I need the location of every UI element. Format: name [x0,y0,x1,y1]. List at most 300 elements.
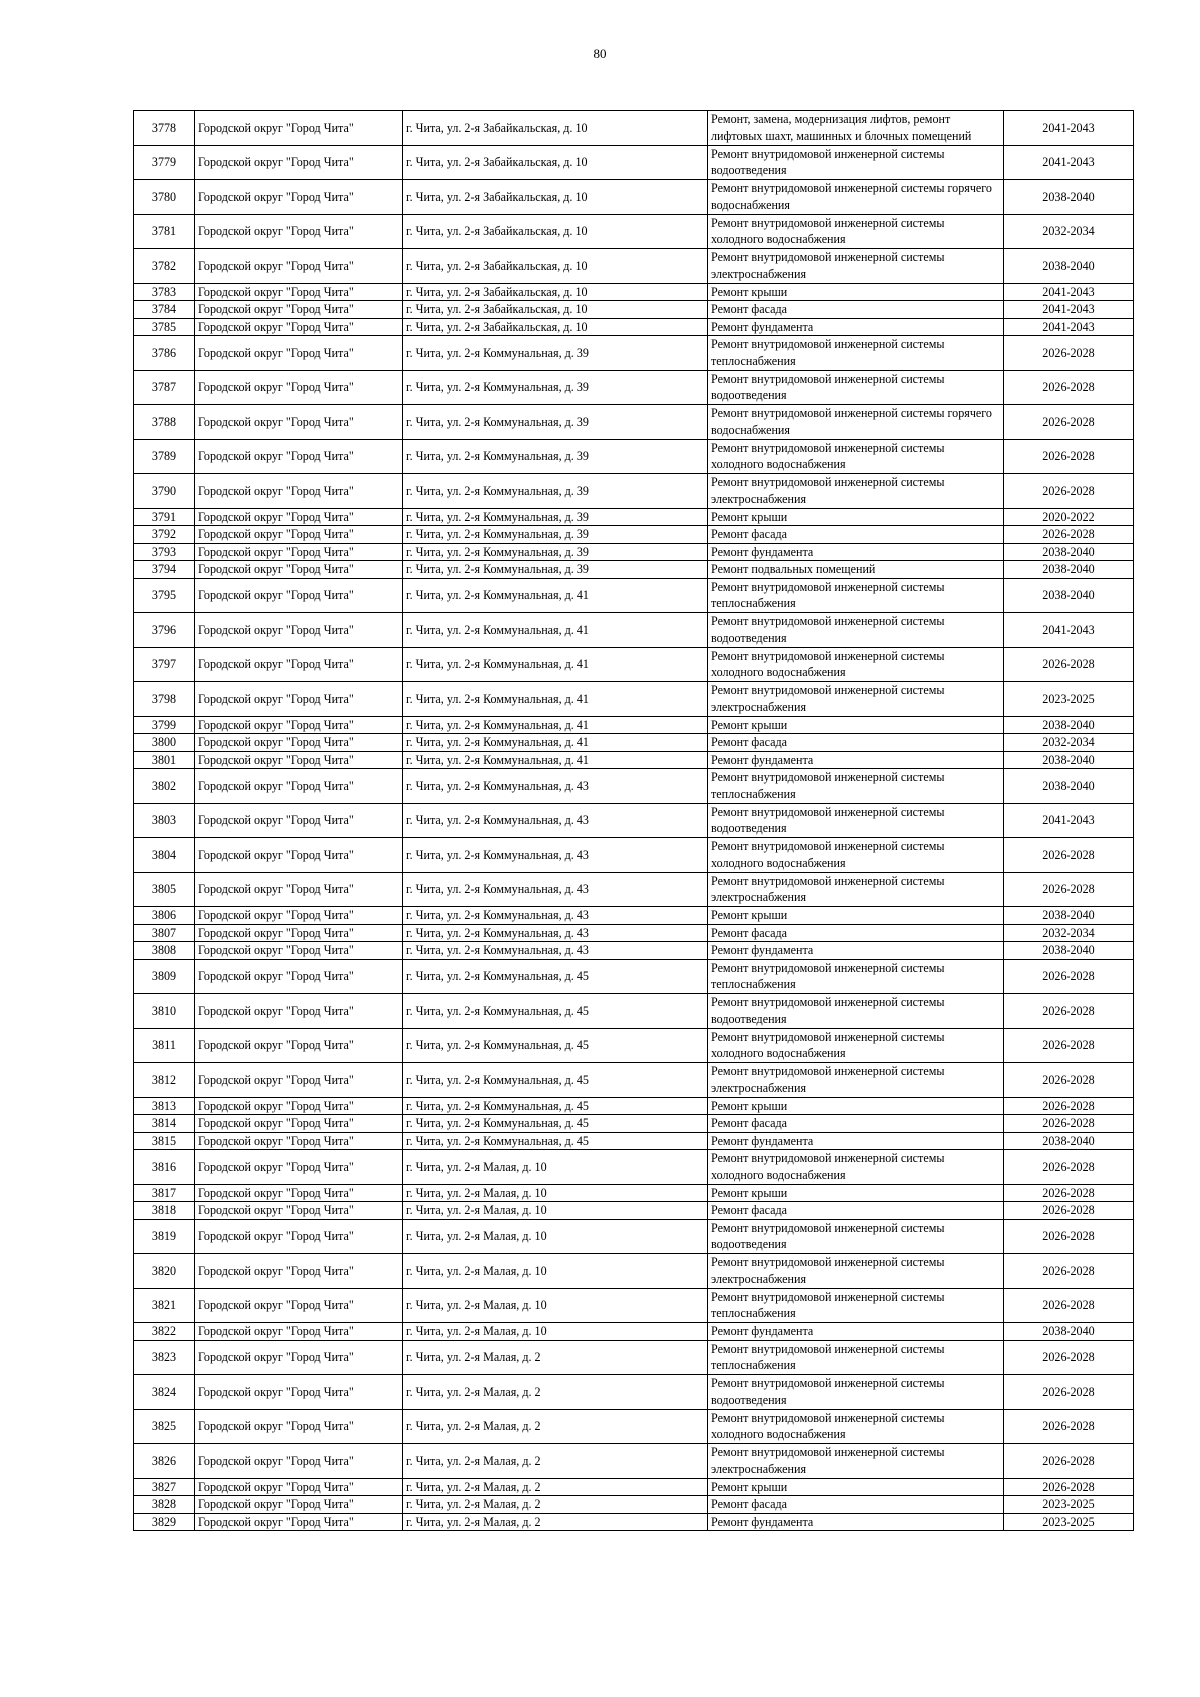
row-number-cell: 3803 [134,803,195,838]
table-row [134,734,1134,752]
address-cell: г. Чита, ул. 2-я Забайкальская, д. 10 [403,214,708,249]
table-row [134,716,1134,734]
work-type-cell: Ремонт фундамента [708,1513,1004,1531]
period-cell: 2038-2040 [1004,543,1134,561]
municipality-cell: Городской округ "Город Чита" [195,838,403,873]
period-cell: 2041-2043 [1004,803,1134,838]
row-number-cell: 3779 [134,145,195,180]
period-cell: 2038-2040 [1004,180,1134,215]
row-number-cell: 3788 [134,405,195,440]
work-type-cell: Ремонт фасада [708,1115,1004,1133]
address-cell: г. Чита, ул. 2-я Коммунальная, д. 39 [403,561,708,579]
table-row [134,1513,1134,1531]
work-type-cell: Ремонт внутридомовой инженерной системы водоотведения [708,370,1004,405]
municipality-cell: Городской округ "Город Чита" [195,1375,403,1410]
table-row [134,1409,1134,1444]
work-type-cell: Ремонт фундамента [708,1323,1004,1341]
municipality-cell: Городской округ "Город Чита" [195,907,403,925]
period-cell: 2041-2043 [1004,111,1134,146]
table-row [134,336,1134,371]
period-cell: 2026-2028 [1004,838,1134,873]
work-type-cell: Ремонт внутридомовой инженерной системы электроснабжения [708,1063,1004,1098]
row-number-cell: 3826 [134,1444,195,1479]
municipality-cell: Городской округ "Город Чита" [195,959,403,994]
period-cell: 2038-2040 [1004,1323,1134,1341]
work-type-cell: Ремонт внутридомовой инженерной системы водоотведения [708,1375,1004,1410]
work-type-cell: Ремонт крыши [708,1097,1004,1115]
table-row [134,1288,1134,1323]
work-type-cell: Ремонт фундамента [708,942,1004,960]
municipality-cell: Городской округ "Город Чита" [195,180,403,215]
address-cell: г. Чита, ул. 2-я Коммунальная, д. 45 [403,1063,708,1098]
address-cell: г. Чита, ул. 2-я Коммунальная, д. 41 [403,682,708,717]
period-cell: 2026-2028 [1004,1254,1134,1289]
table-row [134,318,1134,336]
row-number-cell: 3801 [134,751,195,769]
table-row [134,249,1134,284]
table-row [134,1202,1134,1220]
period-cell: 2041-2043 [1004,613,1134,648]
municipality-cell: Городской округ "Город Чита" [195,647,403,682]
row-number-cell: 3828 [134,1496,195,1514]
table-row [134,1375,1134,1410]
table-row [134,543,1134,561]
work-type-cell: Ремонт внутридомовой инженерной системы водоотведения [708,613,1004,648]
work-type-cell: Ремонт внутридомовой инженерной системы водоотведения [708,994,1004,1029]
period-cell: 2026-2028 [1004,1409,1134,1444]
work-type-cell: Ремонт фасада [708,1202,1004,1220]
period-cell: 2026-2028 [1004,1115,1134,1133]
row-number-cell: 3821 [134,1288,195,1323]
municipality-cell: Городской округ "Город Чита" [195,1150,403,1185]
table-row [134,1115,1134,1133]
address-cell: г. Чита, ул. 2-я Малая, д. 10 [403,1254,708,1289]
table-row [134,1254,1134,1289]
address-cell: г. Чита, ул. 2-я Коммунальная, д. 45 [403,959,708,994]
address-cell: г. Чита, ул. 2-я Малая, д. 2 [403,1375,708,1410]
address-cell: г. Чита, ул. 2-я Коммунальная, д. 43 [403,838,708,873]
work-type-cell: Ремонт, замена, модернизация лифтов, ремонт лифтовых шахт, машинных и блочных помещений [708,111,1004,146]
municipality-cell: Городской округ "Город Чита" [195,283,403,301]
work-type-cell: Ремонт крыши [708,716,1004,734]
work-type-cell: Ремонт внутридомовой инженерной системы горячего водоснабжения [708,180,1004,215]
row-number-cell: 3813 [134,1097,195,1115]
table-row [134,578,1134,613]
work-type-cell: Ремонт внутридомовой инженерной системы холодного водоснабжения [708,838,1004,873]
municipality-cell: Городской округ "Город Чита" [195,405,403,440]
row-number-cell: 3815 [134,1132,195,1150]
row-number-cell: 3818 [134,1202,195,1220]
address-cell: г. Чита, ул. 2-я Коммунальная, д. 41 [403,734,708,752]
work-type-cell: Ремонт внутридомовой инженерной системы теплоснабжения [708,336,1004,371]
period-cell: 2032-2034 [1004,734,1134,752]
row-number-cell: 3814 [134,1115,195,1133]
row-number-cell: 3780 [134,180,195,215]
row-number-cell: 3817 [134,1184,195,1202]
address-cell: г. Чита, ул. 2-я Малая, д. 10 [403,1219,708,1254]
municipality-cell: Городской округ "Город Чита" [195,1444,403,1479]
address-cell: г. Чита, ул. 2-я Малая, д. 2 [403,1478,708,1496]
period-cell: 2038-2040 [1004,561,1134,579]
row-number-cell: 3782 [134,249,195,284]
address-cell: г. Чита, ул. 2-я Малая, д. 10 [403,1150,708,1185]
period-cell: 2026-2028 [1004,1444,1134,1479]
municipality-cell: Городской округ "Город Чита" [195,1513,403,1531]
work-type-cell: Ремонт внутридомовой инженерной системы электроснабжения [708,682,1004,717]
row-number-cell: 3816 [134,1150,195,1185]
row-number-cell: 3806 [134,907,195,925]
address-cell: г. Чита, ул. 2-я Коммунальная, д. 39 [403,439,708,474]
table-row [134,561,1134,579]
period-cell: 2026-2028 [1004,1288,1134,1323]
municipality-cell: Городской округ "Город Чита" [195,526,403,544]
address-cell: г. Чита, ул. 2-я Забайкальская, д. 10 [403,180,708,215]
work-type-cell: Ремонт внутридомовой инженерной системы горячего водоснабжения [708,405,1004,440]
municipality-cell: Городской округ "Город Чита" [195,1202,403,1220]
municipality-cell: Городской округ "Город Чита" [195,249,403,284]
municipality-cell: Городской округ "Город Чита" [195,214,403,249]
period-cell: 2026-2028 [1004,1375,1134,1410]
row-number-cell: 3809 [134,959,195,994]
page-number: 80 [593,46,607,61]
row-number-cell: 3783 [134,283,195,301]
table-row [134,405,1134,440]
row-number-cell: 3799 [134,716,195,734]
table-row [134,613,1134,648]
table-row [134,370,1134,405]
work-type-cell: Ремонт внутридомовой инженерной системы электроснабжения [708,872,1004,907]
period-cell: 2026-2028 [1004,1097,1134,1115]
work-type-cell: Ремонт фасада [708,734,1004,752]
municipality-cell: Городской округ "Город Чита" [195,1288,403,1323]
row-number-cell: 3789 [134,439,195,474]
table-row [134,682,1134,717]
work-type-cell: Ремонт фасада [708,1496,1004,1514]
period-cell: 2038-2040 [1004,769,1134,804]
period-cell: 2026-2028 [1004,1478,1134,1496]
work-type-cell: Ремонт крыши [708,1478,1004,1496]
table-row [134,1219,1134,1254]
row-number-cell: 3792 [134,526,195,544]
period-cell: 2041-2043 [1004,318,1134,336]
work-type-cell: Ремонт крыши [708,283,1004,301]
row-number-cell: 3820 [134,1254,195,1289]
municipality-cell: Городской округ "Город Чита" [195,994,403,1029]
address-cell: г. Чита, ул. 2-я Забайкальская, д. 10 [403,145,708,180]
row-number-cell: 3823 [134,1340,195,1375]
table-row [134,1444,1134,1479]
municipality-cell: Городской округ "Город Чита" [195,543,403,561]
address-cell: г. Чита, ул. 2-я Коммунальная, д. 43 [403,907,708,925]
table-row [134,959,1134,994]
work-type-cell: Ремонт фасада [708,924,1004,942]
address-cell: г. Чита, ул. 2-я Коммунальная, д. 45 [403,994,708,1029]
table-row [134,1097,1134,1115]
table-row [134,907,1134,925]
municipality-cell: Городской округ "Город Чита" [195,872,403,907]
row-number-cell: 3791 [134,508,195,526]
row-number-cell: 3805 [134,872,195,907]
period-cell: 2026-2028 [1004,1150,1134,1185]
municipality-cell: Городской округ "Город Чита" [195,1478,403,1496]
period-cell: 2026-2028 [1004,959,1134,994]
row-number-cell: 3811 [134,1028,195,1063]
period-cell: 2038-2040 [1004,1132,1134,1150]
address-cell: г. Чита, ул. 2-я Забайкальская, д. 10 [403,318,708,336]
table-row [134,942,1134,960]
work-type-cell: Ремонт фундамента [708,1132,1004,1150]
work-type-cell: Ремонт фундамента [708,543,1004,561]
work-type-cell: Ремонт внутридомовой инженерной системы холодного водоснабжения [708,214,1004,249]
period-cell: 2026-2028 [1004,405,1134,440]
work-type-cell: Ремонт подвальных помещений [708,561,1004,579]
period-cell: 2038-2040 [1004,751,1134,769]
municipality-cell: Городской округ "Город Чита" [195,336,403,371]
municipality-cell: Городской округ "Город Чита" [195,1097,403,1115]
table-row [134,1478,1134,1496]
municipality-cell: Городской округ "Город Чита" [195,924,403,942]
municipality-cell: Городской округ "Город Чита" [195,439,403,474]
period-cell: 2038-2040 [1004,716,1134,734]
row-number-cell: 3785 [134,318,195,336]
municipality-cell: Городской округ "Город Чита" [195,1323,403,1341]
row-number-cell: 3829 [134,1513,195,1531]
work-type-cell: Ремонт внутридомовой инженерной системы электроснабжения [708,1254,1004,1289]
period-cell: 2026-2028 [1004,1063,1134,1098]
work-type-cell: Ремонт крыши [708,1184,1004,1202]
work-type-cell: Ремонт внутридомовой инженерной системы холодного водоснабжения [708,439,1004,474]
address-cell: г. Чита, ул. 2-я Коммунальная, д. 41 [403,716,708,734]
period-cell: 2026-2028 [1004,526,1134,544]
row-number-cell: 3793 [134,543,195,561]
table-row [134,526,1134,544]
address-cell: г. Чита, ул. 2-я Коммунальная, д. 39 [403,474,708,509]
work-type-cell: Ремонт фасада [708,301,1004,319]
municipality-cell: Городской округ "Город Чита" [195,1254,403,1289]
municipality-cell: Городской округ "Город Чита" [195,578,403,613]
table-row [134,1340,1134,1375]
work-type-cell: Ремонт внутридомовой инженерной системы теплоснабжения [708,1340,1004,1375]
row-number-cell: 3795 [134,578,195,613]
address-cell: г. Чита, ул. 2-я Малая, д. 2 [403,1340,708,1375]
row-number-cell: 3784 [134,301,195,319]
work-type-cell: Ремонт внутридомовой инженерной системы водоотведения [708,803,1004,838]
table-row [134,769,1134,804]
table-row [134,214,1134,249]
table-row [134,1132,1134,1150]
municipality-cell: Городской округ "Город Чита" [195,751,403,769]
row-number-cell: 3819 [134,1219,195,1254]
municipality-cell: Городской округ "Город Чита" [195,111,403,146]
municipality-cell: Городской округ "Город Чита" [195,370,403,405]
municipality-cell: Городской округ "Город Чита" [195,769,403,804]
work-type-cell: Ремонт внутридомовой инженерной системы водоотведения [708,145,1004,180]
table-row [134,838,1134,873]
row-number-cell: 3822 [134,1323,195,1341]
municipality-cell: Городской округ "Город Чита" [195,682,403,717]
municipality-cell: Городской округ "Город Чита" [195,1063,403,1098]
municipality-cell: Городской округ "Город Чита" [195,1115,403,1133]
municipality-cell: Городской округ "Город Чита" [195,1184,403,1202]
row-number-cell: 3810 [134,994,195,1029]
address-cell: г. Чита, ул. 2-я Забайкальская, д. 10 [403,111,708,146]
work-type-cell: Ремонт крыши [708,907,1004,925]
table-row [134,283,1134,301]
period-cell: 2041-2043 [1004,283,1134,301]
table-row [134,180,1134,215]
address-cell: г. Чита, ул. 2-я Коммунальная, д. 45 [403,1115,708,1133]
table-row [134,474,1134,509]
repair-schedule-table [133,110,1134,1531]
work-type-cell: Ремонт внутридомовой инженерной системы холодного водоснабжения [708,1028,1004,1063]
municipality-cell: Городской округ "Город Чита" [195,613,403,648]
work-type-cell: Ремонт внутридомовой инженерной системы теплоснабжения [708,769,1004,804]
period-cell: 2026-2028 [1004,336,1134,371]
address-cell: г. Чита, ул. 2-я Коммунальная, д. 45 [403,1028,708,1063]
table-row [134,1063,1134,1098]
municipality-cell: Городской округ "Город Чита" [195,474,403,509]
period-cell: 2026-2028 [1004,370,1134,405]
table-row [134,1028,1134,1063]
table-row [134,872,1134,907]
address-cell: г. Чита, ул. 2-я Коммунальная, д. 41 [403,578,708,613]
period-cell: 2026-2028 [1004,1184,1134,1202]
period-cell: 2026-2028 [1004,1028,1134,1063]
work-type-cell: Ремонт внутридомовой инженерной системы теплоснабжения [708,1288,1004,1323]
row-number-cell: 3824 [134,1375,195,1410]
row-number-cell: 3790 [134,474,195,509]
municipality-cell: Городской округ "Город Чита" [195,1132,403,1150]
address-cell: г. Чита, ул. 2-я Малая, д. 2 [403,1496,708,1514]
address-cell: г. Чита, ул. 2-я Коммунальная, д. 43 [403,803,708,838]
municipality-cell: Городской округ "Город Чита" [195,561,403,579]
table-row [134,994,1134,1029]
municipality-cell: Городской округ "Город Чита" [195,1340,403,1375]
table-row [134,1184,1134,1202]
municipality-cell: Городской округ "Город Чита" [195,508,403,526]
municipality-cell: Городской округ "Город Чита" [195,803,403,838]
row-number-cell: 3798 [134,682,195,717]
work-type-cell: Ремонт внутридомовой инженерной системы электроснабжения [708,249,1004,284]
work-type-cell: Ремонт фундамента [708,751,1004,769]
period-cell: 2026-2028 [1004,647,1134,682]
address-cell: г. Чита, ул. 2-я Забайкальская, д. 10 [403,301,708,319]
table-row [134,111,1134,146]
row-number-cell: 3807 [134,924,195,942]
address-cell: г. Чита, ул. 2-я Коммунальная, д. 45 [403,1097,708,1115]
period-cell: 2041-2043 [1004,145,1134,180]
municipality-cell: Городской округ "Город Чита" [195,301,403,319]
address-cell: г. Чита, ул. 2-я Коммунальная, д. 39 [403,543,708,561]
work-type-cell: Ремонт фасада [708,526,1004,544]
municipality-cell: Городской округ "Город Чита" [195,318,403,336]
row-number-cell: 3796 [134,613,195,648]
address-cell: г. Чита, ул. 2-я Коммунальная, д. 45 [403,1132,708,1150]
address-cell: г. Чита, ул. 2-я Коммунальная, д. 39 [403,405,708,440]
row-number-cell: 3778 [134,111,195,146]
municipality-cell: Городской округ "Город Чита" [195,145,403,180]
table-row [134,924,1134,942]
period-cell: 2026-2028 [1004,1219,1134,1254]
row-number-cell: 3800 [134,734,195,752]
row-number-cell: 3812 [134,1063,195,1098]
period-cell: 2023-2025 [1004,682,1134,717]
address-cell: г. Чита, ул. 2-я Коммунальная, д. 39 [403,370,708,405]
municipality-cell: Городской округ "Город Чита" [195,1028,403,1063]
period-cell: 2026-2028 [1004,1202,1134,1220]
municipality-cell: Городской округ "Город Чита" [195,1219,403,1254]
period-cell: 2023-2025 [1004,1496,1134,1514]
row-number-cell: 3797 [134,647,195,682]
period-cell: 2026-2028 [1004,872,1134,907]
municipality-cell: Городской округ "Город Чита" [195,1496,403,1514]
period-cell: 2041-2043 [1004,301,1134,319]
work-type-cell: Ремонт внутридомовой инженерной системы холодного водоснабжения [708,1409,1004,1444]
table-row [134,647,1134,682]
table-row [134,1150,1134,1185]
period-cell: 2026-2028 [1004,994,1134,1029]
address-cell: г. Чита, ул. 2-я Малая, д. 10 [403,1323,708,1341]
table-row [134,145,1134,180]
work-type-cell: Ремонт фундамента [708,318,1004,336]
work-type-cell: Ремонт внутридомовой инженерной системы водоотведения [708,1219,1004,1254]
period-cell: 2032-2034 [1004,924,1134,942]
address-cell: г. Чита, ул. 2-я Коммунальная, д. 41 [403,751,708,769]
municipality-cell: Городской округ "Город Чита" [195,734,403,752]
address-cell: г. Чита, ул. 2-я Коммунальная, д. 43 [403,942,708,960]
table-row [134,301,1134,319]
address-cell: г. Чита, ул. 2-я Коммунальная, д. 39 [403,336,708,371]
table-row [134,751,1134,769]
work-type-cell: Ремонт внутридомовой инженерной системы теплоснабжения [708,959,1004,994]
address-cell: г. Чита, ул. 2-я Коммунальная, д. 39 [403,508,708,526]
table-row [134,1323,1134,1341]
period-cell: 2026-2028 [1004,439,1134,474]
work-type-cell: Ремонт внутридомовой инженерной системы теплоснабжения [708,578,1004,613]
period-cell: 2023-2025 [1004,1513,1134,1531]
period-cell: 2038-2040 [1004,249,1134,284]
municipality-cell: Городской округ "Город Чита" [195,1409,403,1444]
table-row [134,1496,1134,1514]
row-number-cell: 3787 [134,370,195,405]
row-number-cell: 3781 [134,214,195,249]
address-cell: г. Чита, ул. 2-я Малая, д. 10 [403,1288,708,1323]
period-cell: 2038-2040 [1004,942,1134,960]
work-type-cell: Ремонт внутридомовой инженерной системы холодного водоснабжения [708,647,1004,682]
address-cell: г. Чита, ул. 2-я Коммунальная, д. 39 [403,526,708,544]
address-cell: г. Чита, ул. 2-я Малая, д. 10 [403,1184,708,1202]
work-type-cell: Ремонт внутридомовой инженерной системы холодного водоснабжения [708,1150,1004,1185]
address-cell: г. Чита, ул. 2-я Коммунальная, д. 41 [403,613,708,648]
period-cell: 2032-2034 [1004,214,1134,249]
address-cell: г. Чита, ул. 2-я Коммунальная, д. 41 [403,647,708,682]
work-type-cell: Ремонт внутридомовой инженерной системы электроснабжения [708,474,1004,509]
address-cell: г. Чита, ул. 2-я Малая, д. 2 [403,1513,708,1531]
address-cell: г. Чита, ул. 2-я Забайкальская, д. 10 [403,283,708,301]
row-number-cell: 3786 [134,336,195,371]
table-row [134,439,1134,474]
row-number-cell: 3804 [134,838,195,873]
address-cell: г. Чита, ул. 2-я Малая, д. 2 [403,1444,708,1479]
row-number-cell: 3825 [134,1409,195,1444]
period-cell: 2038-2040 [1004,578,1134,613]
address-cell: г. Чита, ул. 2-я Малая, д. 10 [403,1202,708,1220]
table-row [134,508,1134,526]
period-cell: 2026-2028 [1004,1340,1134,1375]
row-number-cell: 3794 [134,561,195,579]
work-type-cell: Ремонт крыши [708,508,1004,526]
municipality-cell: Городской округ "Город Чита" [195,942,403,960]
